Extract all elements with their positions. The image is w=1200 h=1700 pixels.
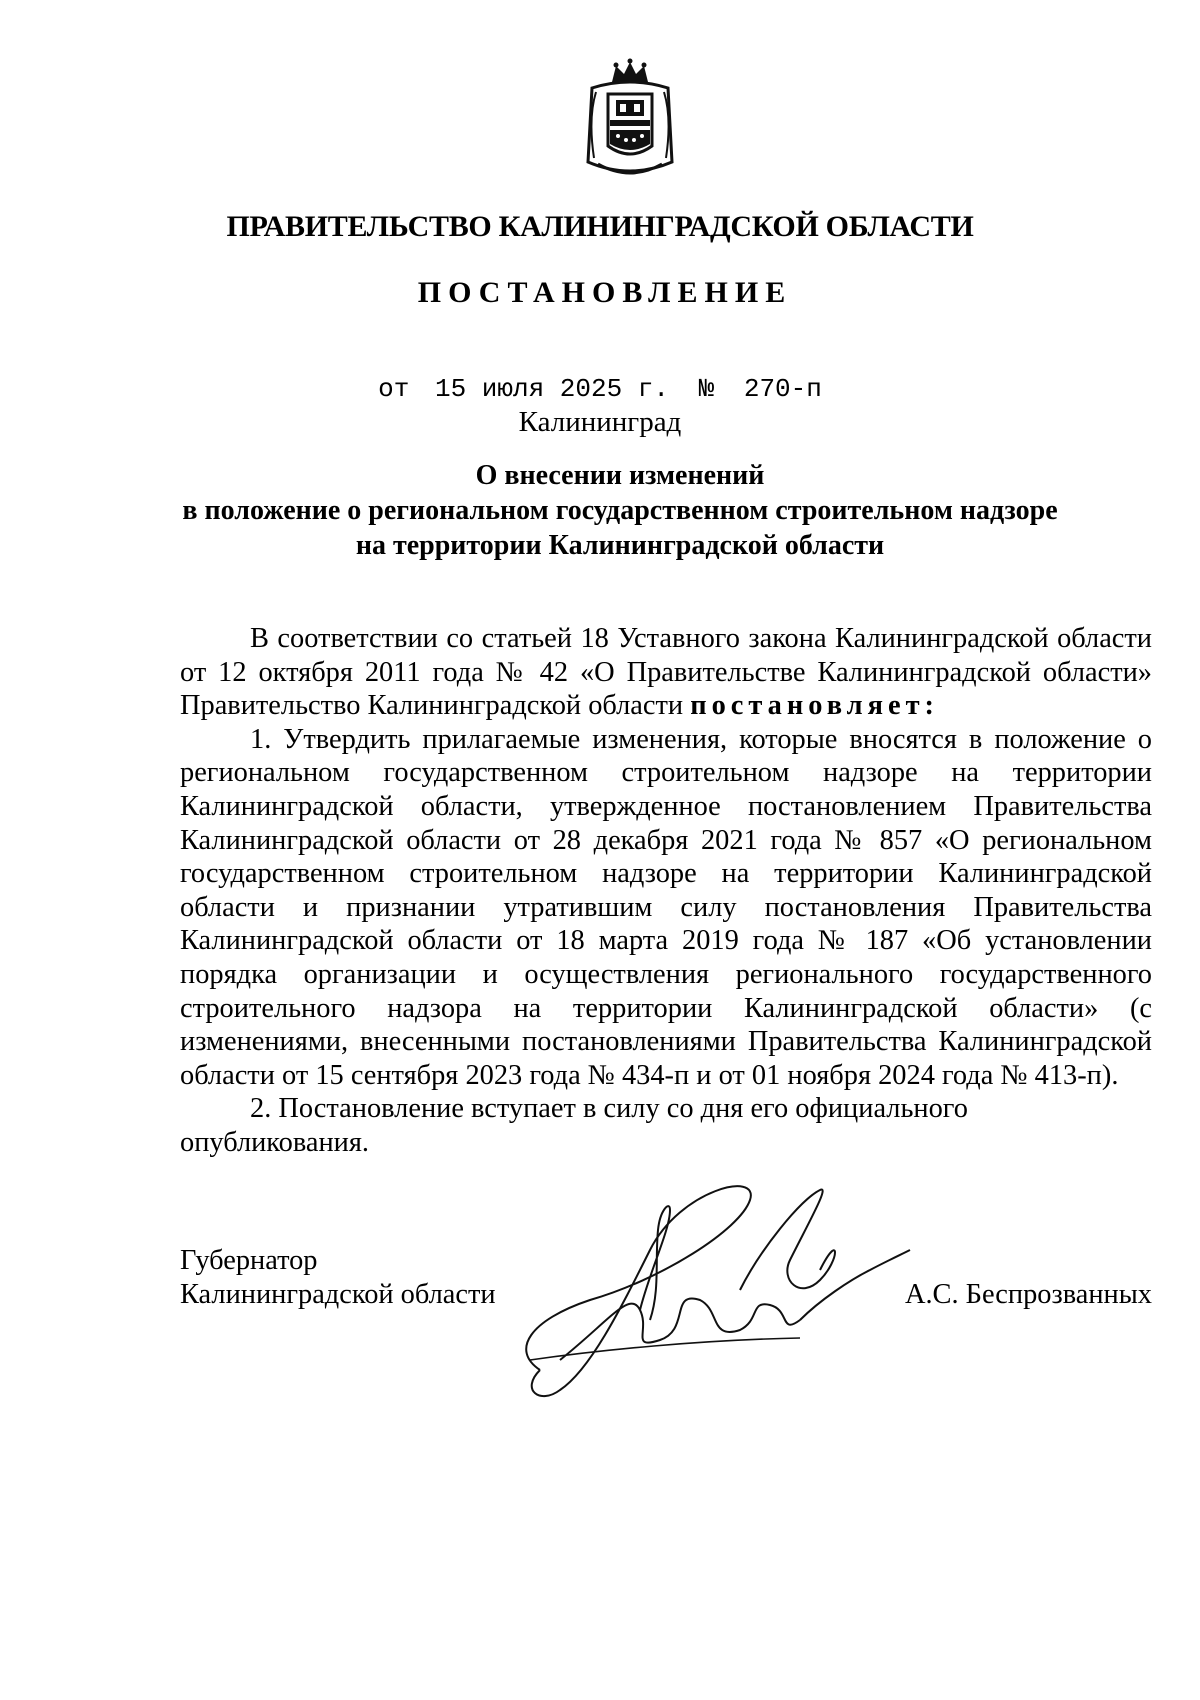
subject-line: О внесении изменений <box>475 460 765 491</box>
paragraph-item-1: 1. Утвердить прилагаемые изменения, которые вносятся в положение о региональном государственном строительном надзоре на территории Калининградской области, утвержденное постановлением Правительства Калининградской области от 28 декабря 2021 года № 857 «О региональном государственном строительном надзоре на территории Калининградской области и признании утратившим силу постановления Правительства Калининградской области от 18 марта 2019 года № 187 «Об установлении порядка организации и осуществления регионального государственного строительного надзора на территории Калининградской области» (с изменениями, внесенными постановлениями Правительства Калининградской области от 15 сентября 2023 года № 434-п и от 01 ноября 2024 года № 413-п). <box>180 723 1152 1091</box>
signatory-position: Губернатор <box>180 1245 318 1276</box>
document-city: Калининград <box>518 406 682 438</box>
decree-word: постановляет: <box>690 690 939 722</box>
document-number: 270-п <box>743 374 822 404</box>
signatory-region: Калининградской области <box>180 1278 496 1310</box>
organization-title: ПРАВИТЕЛЬСТВО КАЛИНИНГРАДСКОЙ ОБЛАСТИ <box>226 210 974 243</box>
number-sign: № <box>698 374 715 404</box>
date-prefix: от <box>378 374 410 404</box>
paragraph-item-2: 2. Постановление вступает в силу со дня его официального опубликования. <box>180 1093 968 1158</box>
document-body <box>180 622 1152 1160</box>
subject-line: на территории Калининградской области <box>355 530 885 561</box>
coat-of-arms-icon <box>582 58 678 182</box>
handwritten-signature <box>500 1170 920 1400</box>
signatory-title <box>180 1244 496 1311</box>
document-date: 15 июля 2025 г. <box>434 374 670 404</box>
preamble-text: В соответствии со статьей 18 Уставного закона Калининградской области от 12 октября 2011 года № 42 «О Правительстве Калининградской области» Правительство Калининградской области <box>180 623 1152 722</box>
document-type: ПОСТАНОВЛЕНИЕ <box>417 276 793 309</box>
subject-line: в положение о региональном государственном строительном надзоре <box>182 495 1058 526</box>
document-subject <box>0 458 1200 563</box>
date-line <box>0 374 1200 404</box>
signatory-name: А.С. Беспрозванных <box>904 1279 1152 1310</box>
paragraph-preamble <box>180 622 1152 723</box>
